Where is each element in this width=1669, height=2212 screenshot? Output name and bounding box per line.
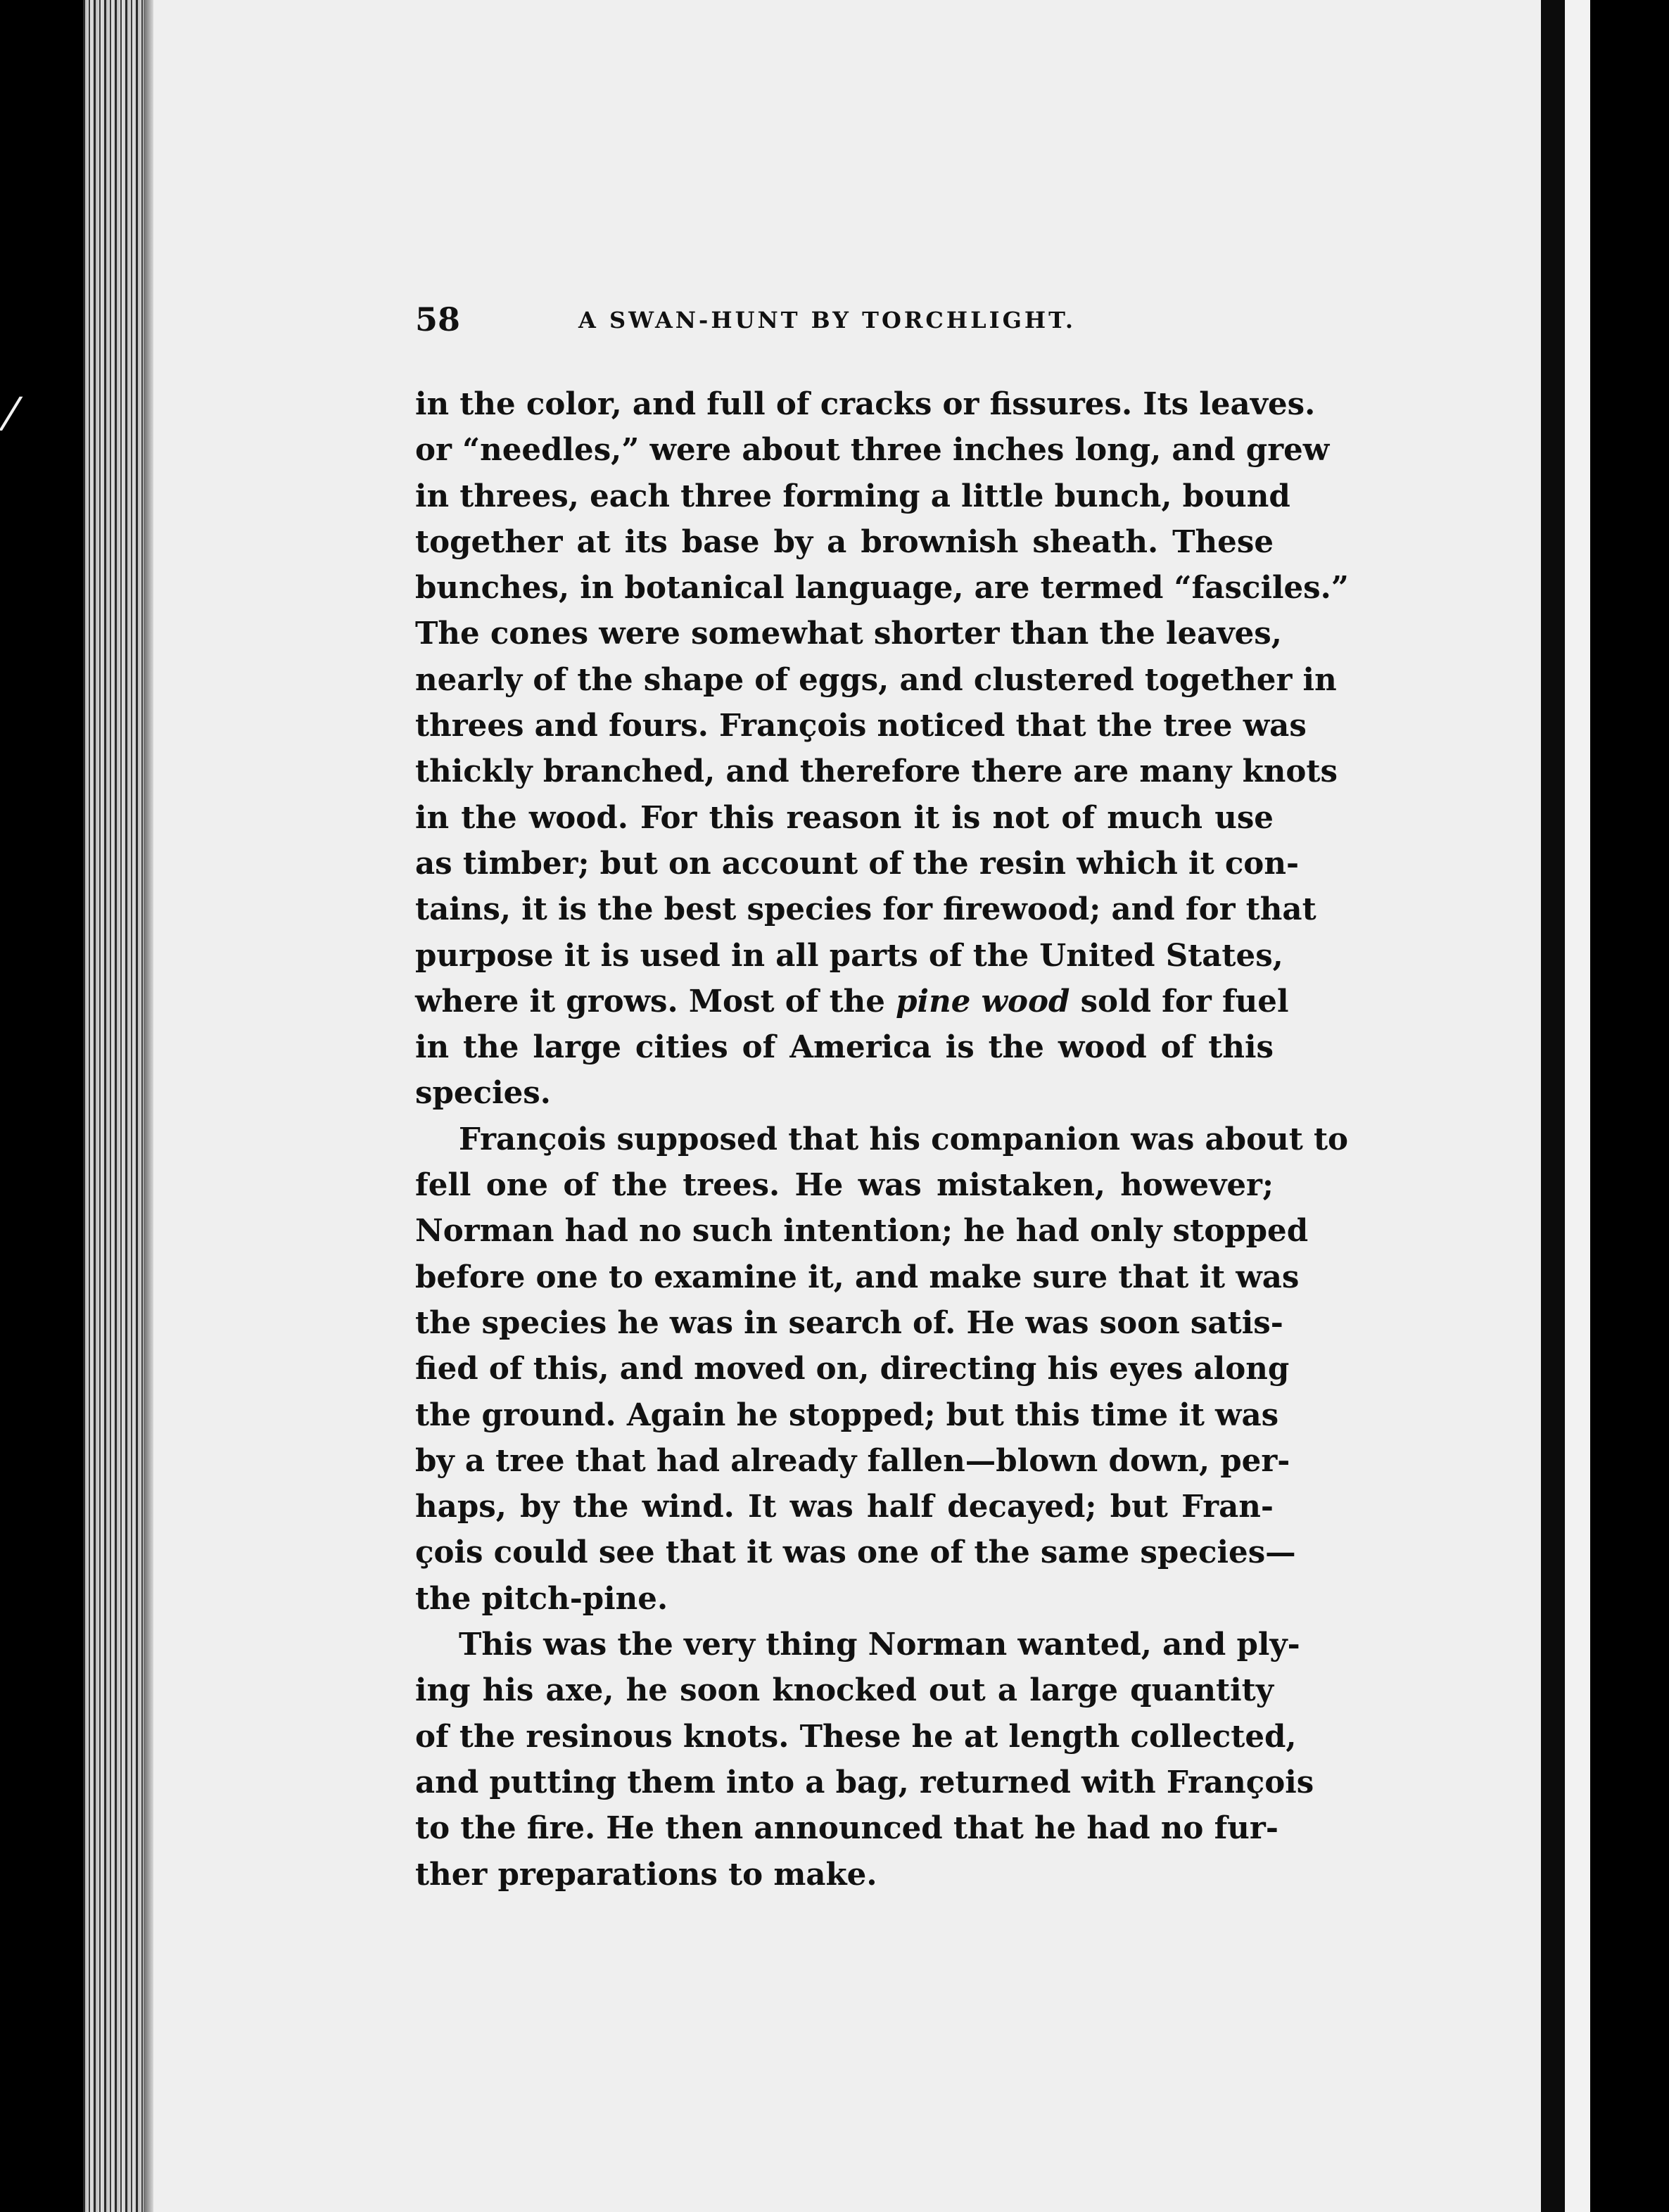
text-line: purpose it is used in all parts of the United States, [415, 937, 1283, 974]
text-line: or “needles,” were about three inches long, and grew [415, 432, 1330, 469]
scan-border [1590, 0, 1607, 2212]
text-line: in the large cities of America is the wood of this [415, 1029, 1274, 1066]
next-page-edge [1565, 0, 1590, 2212]
text-line: threes and fours. François noticed that the tree was [415, 708, 1307, 744]
text-line: nearly of the shape of eggs, and clustered together in [415, 661, 1337, 698]
text-line: in the wood. For this reason it is not of much use [415, 799, 1274, 836]
line-end: sold for fuel [1070, 983, 1289, 1019]
text-line: François supposed that his companion was about to [459, 1121, 1349, 1157]
text-line: ing his axe, he soon knocked out a large quantity [415, 1672, 1274, 1709]
scan-artifact-mark: ⁄ [7, 389, 15, 441]
text-line: of the resinous knots. These he at length collected, [415, 1718, 1297, 1755]
text-line: before one to examine it, and make sure that it was [415, 1259, 1300, 1295]
italic-phrase: pine wood [896, 983, 1070, 1019]
text-line-with-italic [415, 979, 1289, 1024]
body-text [415, 381, 1349, 1898]
text-line: fell one of the trees. He was mistaken, however; [415, 1167, 1274, 1204]
page-number: 58 [415, 300, 461, 338]
text-line: to the fire. He then announced that he had no fur- [415, 1810, 1278, 1847]
paragraph-3 [415, 1622, 1314, 1898]
paragraph-2 [415, 1117, 1349, 1622]
text-line: The cones were somewhat shorter than the leaves, [415, 616, 1282, 652]
text-line: and putting them into a bag, returned with François [415, 1764, 1314, 1800]
text-line: çois could see that it was one of the same species— [415, 1534, 1296, 1571]
text-line: by a tree that had already fallen—blown down, per- [415, 1442, 1290, 1479]
text-line: haps, by the wind. It was half decayed; but Fran- [415, 1489, 1274, 1525]
text-line: species. [415, 1075, 551, 1112]
text-line: thickly branched, and therefore there are many knots [415, 754, 1338, 790]
text-line: the ground. Again he stopped; but this time it was [415, 1397, 1279, 1433]
page-gutter [1541, 0, 1565, 2212]
text-line: ther preparations to make. [415, 1856, 877, 1893]
running-title: A SWAN-HUNT BY TORCHLIGHT. [578, 307, 1076, 333]
text-line: bunches, in botanical language, are termed “fasciles.” [415, 570, 1349, 606]
text-line: in the color, and full of cracks or fissures. Its leaves. [415, 386, 1316, 422]
text-line: together at its base by a brownish sheath. These [415, 523, 1274, 560]
text-line: tains, it is the best species for firewood; and for that [415, 891, 1316, 928]
book-page-edges [83, 0, 144, 2212]
text-line: as timber; but on account of the resin which it con- [415, 845, 1299, 882]
text-line: the species he was in search of. He was soon satis- [415, 1304, 1283, 1341]
running-header [415, 298, 1316, 348]
text-line: This was the very thing Norman wanted, and ply- [459, 1627, 1300, 1663]
text-line: Norman had no such intention; he had only stopped [415, 1213, 1309, 1250]
paragraph-1 [415, 381, 1349, 1117]
text-line: fied of this, and moved on, directing his eyes along [415, 1351, 1290, 1387]
text-line: in threes, each three forming a little bunch, bound [415, 478, 1290, 514]
line-start: where it grows. Most of the [415, 983, 896, 1019]
text-line: the pitch-pine. [415, 1580, 668, 1617]
